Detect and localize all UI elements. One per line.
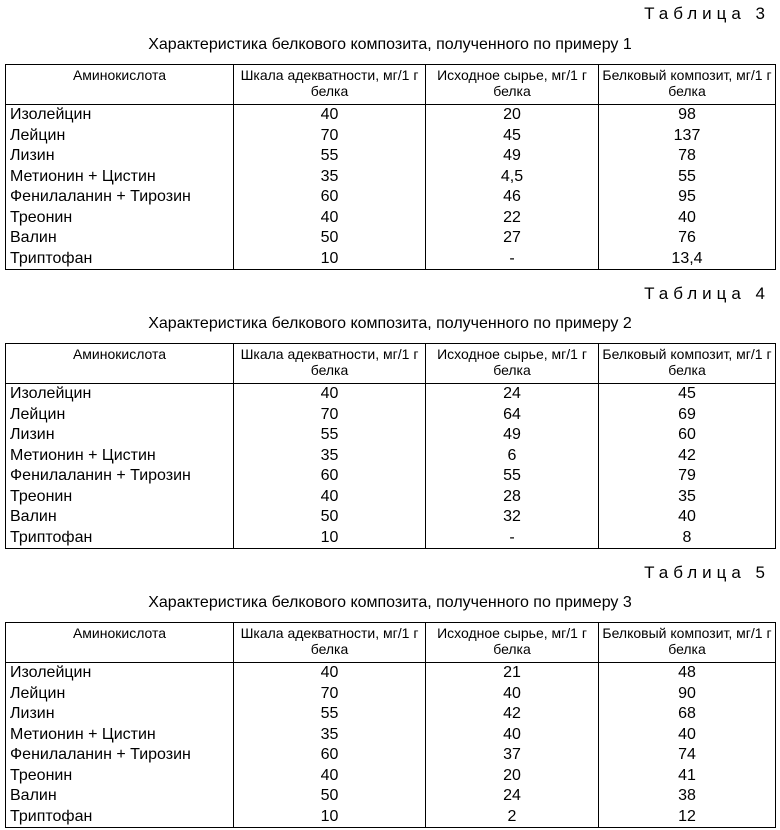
value-cell: 45 (426, 126, 599, 147)
value-cell: 40 (234, 766, 426, 787)
value-cell: 40 (234, 487, 426, 508)
column-header: Белковый композит, мг/1 г белка (599, 623, 776, 663)
amino-acid-name: Лизин (6, 704, 234, 725)
amino-acid-name: Треонин (6, 766, 234, 787)
amino-acid-name: Треонин (6, 487, 234, 508)
table-title: Характеристика белкового композита, полученного по примеру 1 (148, 36, 632, 53)
amino-acid-name: Триптофан (6, 807, 234, 828)
amino-acid-name: Треонин (6, 208, 234, 229)
value-cell: 32 (426, 507, 599, 528)
value-cell: 78 (599, 146, 776, 167)
table-row (6, 466, 776, 487)
value-cell: 45 (599, 384, 776, 405)
value-cell: 55 (234, 704, 426, 725)
amino-acid-table (5, 64, 776, 270)
value-cell: 40 (234, 663, 426, 684)
table-label: Таблица 3 (644, 4, 770, 23)
table-row (6, 786, 776, 807)
value-cell: 42 (599, 446, 776, 467)
value-cell: 28 (426, 487, 599, 508)
value-cell: 74 (599, 745, 776, 766)
value-cell: 35 (234, 725, 426, 746)
value-cell: 13,4 (599, 249, 776, 270)
value-cell: 79 (599, 466, 776, 487)
value-cell: 24 (426, 786, 599, 807)
value-cell: 137 (599, 126, 776, 147)
value-cell: - (426, 249, 599, 270)
table-row (6, 446, 776, 467)
value-cell: 2 (426, 807, 599, 828)
value-cell: 55 (234, 146, 426, 167)
value-cell: 24 (426, 384, 599, 405)
value-cell: 40 (426, 684, 599, 705)
table-row (6, 208, 776, 229)
table-row (6, 187, 776, 208)
table-row (6, 807, 776, 828)
table-title: Характеристика белкового композита, полученного по примеру 3 (148, 594, 632, 611)
amino-acid-name: Валин (6, 786, 234, 807)
column-header: Исходное сырье, мг/1 г белка (426, 623, 599, 663)
amino-acid-name: Триптофан (6, 249, 234, 270)
value-cell: 50 (234, 228, 426, 249)
value-cell: 35 (599, 487, 776, 508)
header-row (6, 623, 776, 663)
value-cell: 10 (234, 249, 426, 270)
value-cell: 40 (599, 507, 776, 528)
amino-acid-table (5, 343, 776, 549)
table-label: Таблица 4 (644, 284, 770, 303)
amino-acid-name: Фенилаланин + Тирозин (6, 745, 234, 766)
value-cell: 55 (599, 167, 776, 188)
table-label: Таблица 5 (644, 563, 770, 582)
value-cell: 20 (426, 105, 599, 126)
amino-acid-name: Изолейцин (6, 384, 234, 405)
amino-acid-name: Фенилаланин + Тирозин (6, 466, 234, 487)
table-row (6, 146, 776, 167)
value-cell: 60 (234, 187, 426, 208)
value-cell: 95 (599, 187, 776, 208)
value-cell: 27 (426, 228, 599, 249)
value-cell: 40 (599, 725, 776, 746)
table-row (6, 663, 776, 684)
header-row (6, 65, 776, 105)
value-cell: 55 (234, 425, 426, 446)
value-cell: 10 (234, 528, 426, 549)
value-cell: 41 (599, 766, 776, 787)
column-header: Аминокислота (6, 65, 234, 105)
value-cell: 38 (599, 786, 776, 807)
value-cell: 42 (426, 704, 599, 725)
table-row (6, 725, 776, 746)
value-cell: 76 (599, 228, 776, 249)
column-header: Шкала адекватности, мг/1 г белка (234, 65, 426, 105)
table-row (6, 507, 776, 528)
value-cell: 12 (599, 807, 776, 828)
value-cell: 40 (234, 208, 426, 229)
amino-acid-name: Лизин (6, 146, 234, 167)
table-row (6, 249, 776, 270)
amino-acid-name: Метионин + Цистин (6, 725, 234, 746)
value-cell: 69 (599, 405, 776, 426)
amino-acid-name: Изолейцин (6, 663, 234, 684)
value-cell: 48 (599, 663, 776, 684)
amino-acid-name: Лизин (6, 425, 234, 446)
value-cell: 49 (426, 425, 599, 446)
value-cell: 90 (599, 684, 776, 705)
column-header: Аминокислота (6, 623, 234, 663)
table-row (6, 528, 776, 549)
amino-acid-name: Изолейцин (6, 105, 234, 126)
value-cell: 4,5 (426, 167, 599, 188)
value-cell: 40 (426, 725, 599, 746)
header-row (6, 344, 776, 384)
value-cell: 55 (426, 466, 599, 487)
column-header: Шкала адекватности, мг/1 г белка (234, 344, 426, 384)
value-cell: 8 (599, 528, 776, 549)
amino-acid-name: Метионин + Цистин (6, 446, 234, 467)
value-cell: 20 (426, 766, 599, 787)
value-cell: 37 (426, 745, 599, 766)
value-cell: 70 (234, 405, 426, 426)
table-row (6, 704, 776, 725)
amino-acid-name: Лейцин (6, 684, 234, 705)
table-row (6, 425, 776, 446)
table-row (6, 766, 776, 787)
value-cell: 70 (234, 684, 426, 705)
table-row (6, 126, 776, 147)
value-cell: 60 (234, 466, 426, 487)
amino-acid-name: Лейцин (6, 405, 234, 426)
column-header: Исходное сырье, мг/1 г белка (426, 65, 599, 105)
value-cell: 64 (426, 405, 599, 426)
table-row (6, 228, 776, 249)
value-cell: 60 (599, 425, 776, 446)
amino-acid-name: Триптофан (6, 528, 234, 549)
amino-acid-name: Валин (6, 507, 234, 528)
value-cell: 22 (426, 208, 599, 229)
value-cell: 49 (426, 146, 599, 167)
amino-acid-name: Метионин + Цистин (6, 167, 234, 188)
table-row (6, 745, 776, 766)
amino-acid-name: Фенилаланин + Тирозин (6, 187, 234, 208)
value-cell: 60 (234, 745, 426, 766)
value-cell: 35 (234, 446, 426, 467)
amino-acid-name: Лейцин (6, 126, 234, 147)
table-title: Характеристика белкового композита, полученного по примеру 2 (148, 315, 632, 332)
value-cell: 46 (426, 187, 599, 208)
column-header: Белковый композит, мг/1 г белка (599, 344, 776, 384)
value-cell: 40 (599, 208, 776, 229)
column-header: Исходное сырье, мг/1 г белка (426, 344, 599, 384)
amino-acid-name: Валин (6, 228, 234, 249)
table-row (6, 405, 776, 426)
value-cell: 50 (234, 507, 426, 528)
amino-acid-table (5, 622, 776, 828)
value-cell: 40 (234, 105, 426, 126)
table-row (6, 167, 776, 188)
value-cell: 98 (599, 105, 776, 126)
table-row (6, 105, 776, 126)
table-row (6, 384, 776, 405)
column-header: Аминокислота (6, 344, 234, 384)
table-row (6, 487, 776, 508)
value-cell: 50 (234, 786, 426, 807)
column-header: Шкала адекватности, мг/1 г белка (234, 623, 426, 663)
table-row (6, 684, 776, 705)
value-cell: 6 (426, 446, 599, 467)
value-cell: 40 (234, 384, 426, 405)
value-cell: - (426, 528, 599, 549)
value-cell: 10 (234, 807, 426, 828)
column-header: Белковый композит, мг/1 г белка (599, 65, 776, 105)
value-cell: 21 (426, 663, 599, 684)
value-cell: 70 (234, 126, 426, 147)
value-cell: 35 (234, 167, 426, 188)
value-cell: 68 (599, 704, 776, 725)
